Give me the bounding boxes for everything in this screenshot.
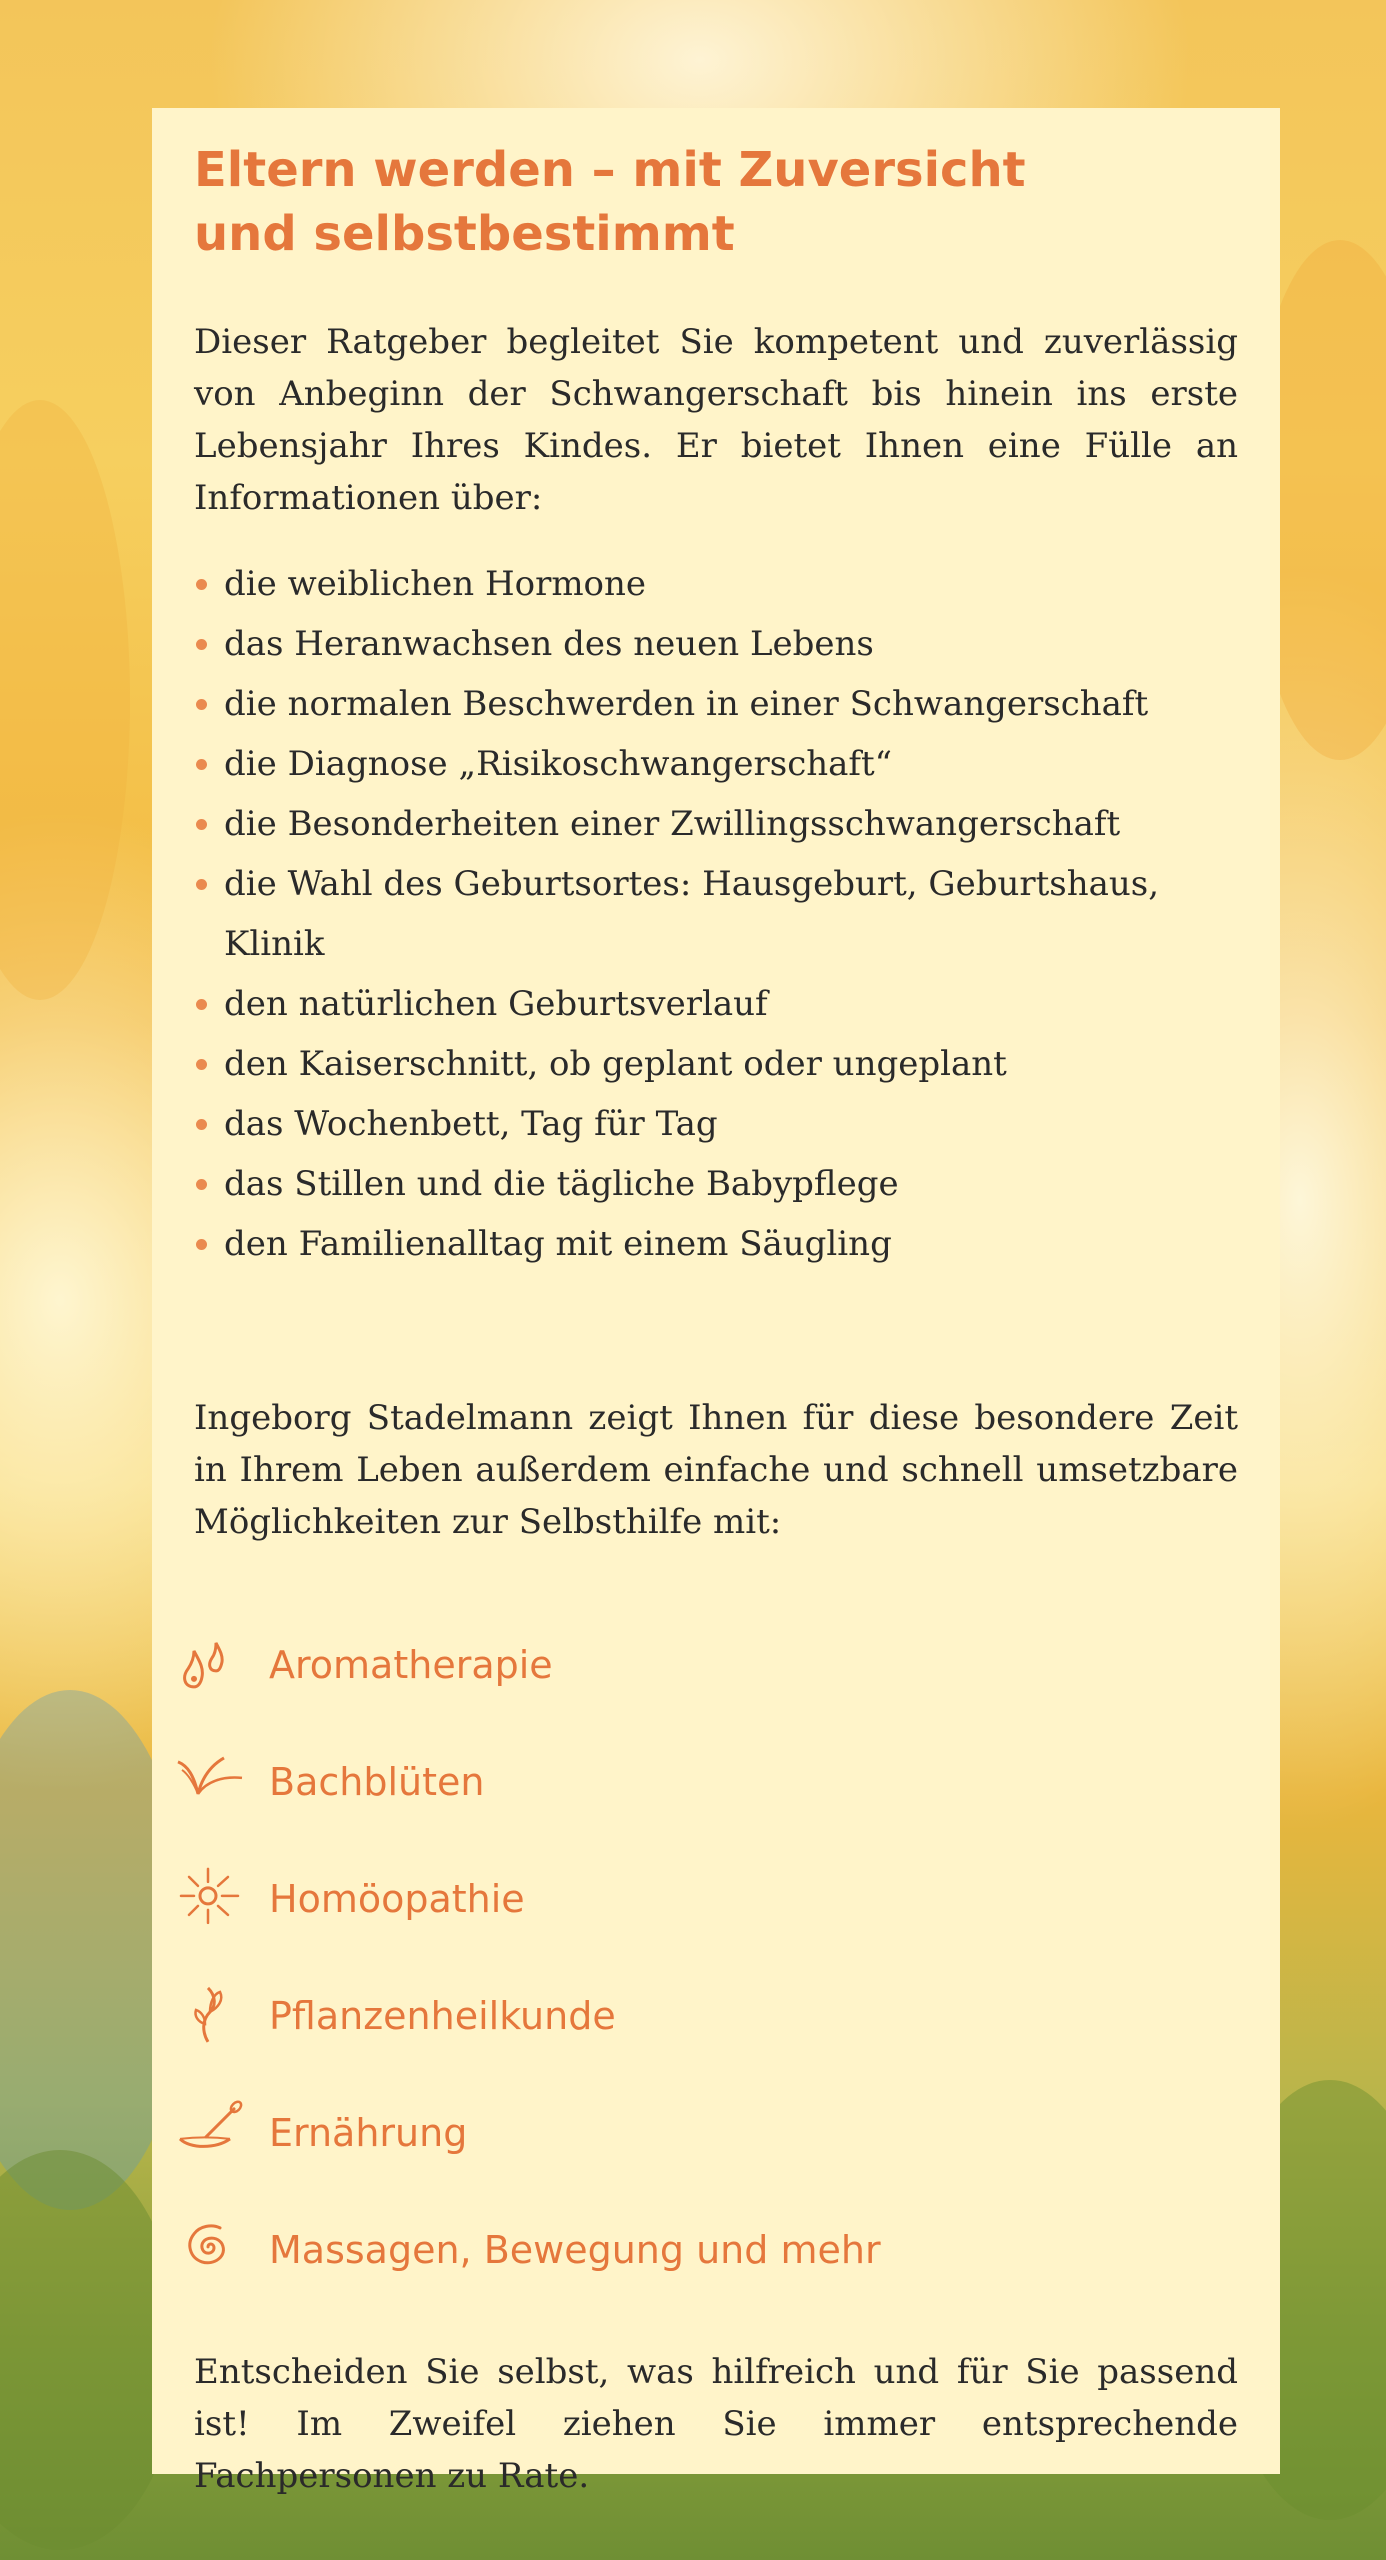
list-item: das Heranwachsen des neuen Lebens — [194, 614, 1238, 674]
closing-paragraph: Entscheiden Sie selbst, was hilfreich und für Sie passend ist! Im Zweifel ziehen Sie immer entsprechende Fachpersonen zu Rate. — [194, 2352, 1238, 2496]
list-item: das Stillen und die tägliche Babypflege — [194, 1154, 1238, 1214]
sunburst-icon — [172, 1864, 246, 1926]
list-item: die normalen Beschwerden in einer Schwangerschaft — [194, 674, 1238, 734]
method-label: Bachblüten — [269, 1759, 485, 1804]
list-item: die Besonderheiten einer Zwillingsschwangerschaft — [194, 794, 1238, 854]
list-item: den Kaiserschnitt, ob geplant oder ungeplant — [194, 1034, 1238, 1094]
list-item: das Wochenbett, Tag für Tag — [194, 1094, 1238, 1154]
bowl-spoon-icon — [172, 2098, 246, 2160]
method-item-massagen — [194, 2191, 1238, 2308]
list-item: den Familienalltag mit einem Säugling — [194, 1214, 1238, 1274]
list-item: die Diagnose „Risikoschwangerschaft“ — [194, 734, 1238, 794]
author-paragraph: Ingeborg Stadelmann zeigt Ihnen für diese besondere Zeit in Ihrem Leben außerdem einfache und schnell umsetzbare Möglichkeiten zur Selbsthilfe mit: — [194, 1398, 1238, 1542]
method-item-bachblueten — [194, 1723, 1238, 1840]
method-label: Massagen, Bewegung und mehr — [269, 2227, 881, 2272]
method-item-aromatherapie — [194, 1606, 1238, 1723]
method-item-homoeopathie — [194, 1840, 1238, 1957]
title-line-2: und selbstbestimmt — [194, 206, 735, 262]
blossom-icon — [172, 1747, 246, 1809]
content-card — [152, 108, 1280, 2496]
droplets-icon — [172, 1630, 246, 1692]
topic-list — [194, 554, 1238, 1274]
method-item-ernaehrung — [194, 2074, 1238, 2191]
spiral-icon — [172, 2215, 246, 2277]
method-list — [194, 1606, 1238, 2308]
method-label: Pflanzenheilkunde — [269, 1993, 616, 2038]
list-item: die weiblichen Hormone — [194, 554, 1238, 614]
method-label: Aromatherapie — [269, 1642, 553, 1687]
list-item: den natürlichen Geburtsverlauf — [194, 974, 1238, 1034]
method-item-pflanzenheilkunde — [194, 1957, 1238, 2074]
page-title — [194, 138, 1238, 266]
title-line-1: Eltern werden – mit Zuversicht — [194, 142, 1026, 198]
plant-icon — [172, 1981, 246, 2043]
intro-paragraph: Dieser Ratgeber begleitet Sie kompetent und zuverlässig von Anbeginn der Schwangerschaft bis hinein ins erste Lebensjahr Ihres Kindes. Er bietet Ihnen eine Fülle an Informationen über: — [194, 322, 1238, 518]
method-label: Ernährung — [269, 2110, 468, 2155]
list-item: die Wahl des Geburtsortes: Hausgeburt, Geburtshaus, Klinik — [194, 854, 1238, 974]
method-label: Homöopathie — [269, 1876, 525, 1921]
